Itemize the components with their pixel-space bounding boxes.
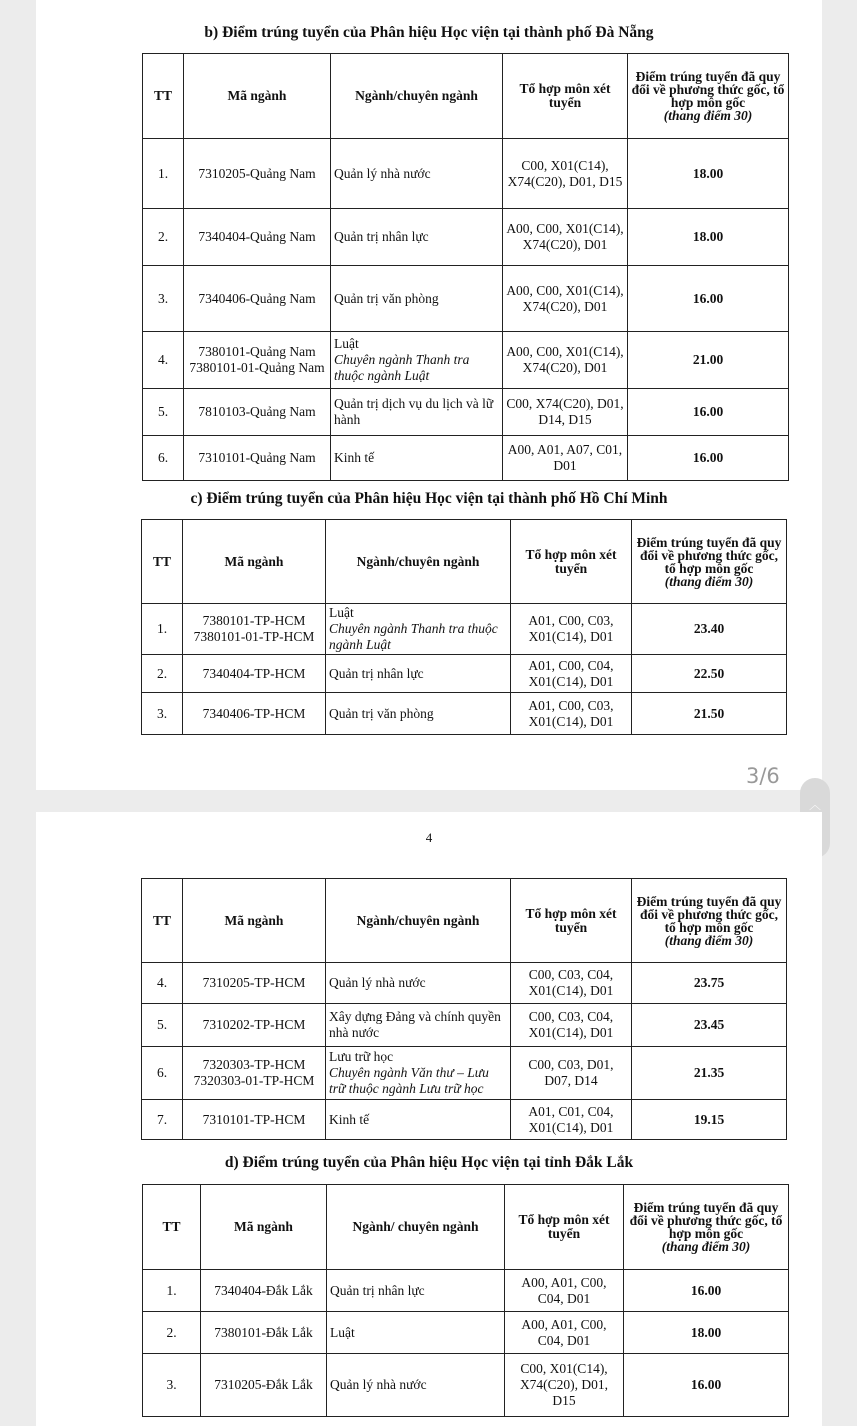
header-tt: TT — [142, 879, 183, 963]
cell-major — [326, 655, 511, 693]
cell-major — [326, 1004, 511, 1047]
cell-combination: A00, A01, A07, C01, D01 — [503, 436, 628, 481]
header-nganh: Ngành/ chuyên ngành — [327, 1185, 505, 1270]
cell-tt: 4. — [142, 963, 183, 1004]
cell-code: 7310101-Quảng Nam — [184, 436, 331, 481]
cell-combination: A00, A01, C00, C04, D01 — [505, 1270, 624, 1312]
header-tt: TT — [143, 54, 184, 139]
major-name: Quản trị dịch vụ du lịch và lữ hành — [334, 396, 494, 427]
header-ma-nganh: Mã ngành — [183, 520, 326, 604]
header-diem-scale: (thang điểm 30) — [664, 932, 754, 948]
cell-tt: 2. — [143, 1312, 201, 1354]
cell-score: 16.00 — [628, 266, 789, 332]
cell-major — [327, 1354, 505, 1417]
table-row — [143, 389, 789, 436]
major-name: Quản lý nhà nước — [334, 165, 431, 181]
cell-major — [331, 139, 503, 209]
cell-combination: A00, C00, X01(C14), X74(C20), D01 — [503, 332, 628, 389]
cell-combination: A00, A01, C00, C04, D01 — [505, 1312, 624, 1354]
cell-combination: A00, C00, X01(C14), X74(C20), D01 — [503, 266, 628, 332]
header-diem-scale: (thang điểm 30) — [664, 573, 754, 589]
major-name: Luật — [334, 336, 359, 351]
cell-combination: A00, C00, X01(C14), X74(C20), D01 — [503, 209, 628, 266]
cell-code: 7340406-Quảng Nam — [184, 266, 331, 332]
cell-tt: 5. — [143, 389, 184, 436]
header-tt: TT — [143, 1185, 201, 1270]
major-name: Xây dựng Đảng và chính quyền nhà nước — [329, 1009, 501, 1040]
header-to-hop: Tổ hợp môn xét tuyển — [511, 520, 632, 604]
cell-score: 23.45 — [632, 1004, 787, 1047]
header-diem — [624, 1185, 789, 1270]
table-row — [142, 1004, 787, 1047]
cell-tt: 2. — [143, 209, 184, 266]
header-to-hop: Tổ hợp môn xét tuyển — [511, 879, 632, 963]
table-row — [142, 604, 787, 655]
table-row — [143, 1270, 789, 1312]
cell-combination: A01, C01, C04, X01(C14), D01 — [511, 1100, 632, 1140]
table-row — [142, 1100, 787, 1140]
cell-score: 16.00 — [628, 389, 789, 436]
cell-tt: 3. — [143, 1354, 201, 1417]
header-nganh: Ngành/chuyên ngành — [326, 879, 511, 963]
cell-code: 7340406-TP-HCM — [183, 693, 326, 735]
cell-code: 7310202-TP-HCM — [183, 1004, 326, 1047]
cell-code: 7380101-TP-HCM 7380101-01-TP-HCM — [183, 604, 326, 655]
header-diem — [632, 879, 787, 963]
cell-code: 7380101-Quảng Nam 7380101-01-Quảng Nam — [184, 332, 331, 389]
document-page-4 — [36, 812, 822, 1426]
cell-combination: C00, X74(C20), D01, D14, D15 — [503, 389, 628, 436]
cell-major — [326, 1047, 511, 1100]
cell-code: 7310205-Đắk Lắk — [201, 1354, 327, 1417]
section-c-title: c) Điểm trúng tuyển của Phân hiệu Học viện tại thành phố Hồ Chí Minh — [190, 490, 668, 507]
major-specialization: Chuyên ngành Thanh tra thuộc ngành Luật — [329, 621, 498, 652]
cell-code: 7310205-TP-HCM — [183, 963, 326, 1004]
cell-code: 7310101-TP-HCM — [183, 1100, 326, 1140]
table-row — [142, 1047, 787, 1100]
table-row — [143, 209, 789, 266]
header-ma-nganh: Mã ngành — [184, 54, 331, 139]
major-name: Quản trị nhân lực — [329, 665, 424, 681]
cell-combination: C00, C03, C04, X01(C14), D01 — [511, 1004, 632, 1047]
cell-code: 7310205-Quảng Nam — [184, 139, 331, 209]
cell-score: 21.00 — [628, 332, 789, 389]
major-name: Quản trị văn phòng — [329, 705, 434, 721]
cell-tt: 5. — [142, 1004, 183, 1047]
cell-combination: A01, C00, C03, X01(C14), D01 — [511, 604, 632, 655]
cell-tt: 6. — [143, 436, 184, 481]
table-row — [142, 693, 787, 735]
major-specialization: Chuyên ngành Thanh tra thuộc ngành Luật — [334, 352, 470, 383]
header-row — [143, 1185, 789, 1270]
cell-code: 7340404-Quảng Nam — [184, 209, 331, 266]
table-hcm — [141, 519, 787, 735]
cell-combination: C00, C03, D01, D07, D14 — [511, 1047, 632, 1100]
section-d-title: d) Điểm trúng tuyển của Phân hiệu Học viện tại tỉnh Đắk Lắk — [224, 1154, 634, 1171]
cell-tt: 3. — [143, 266, 184, 332]
header-diem-text: Điểm trúng tuyển đã quy đổi về phương thức gốc, tổ hợp môn gốc — [636, 893, 782, 935]
cell-score: 23.40 — [632, 604, 787, 655]
table-hcm-continued — [141, 878, 787, 1140]
cell-major — [331, 389, 503, 436]
header-to-hop: Tổ hợp môn xét tuyển — [503, 54, 628, 139]
table-row — [142, 655, 787, 693]
header-row — [143, 54, 789, 139]
table-row — [143, 436, 789, 481]
cell-score: 16.00 — [624, 1270, 789, 1312]
major-name: Quản trị văn phòng — [334, 290, 439, 306]
table-da-nang — [142, 53, 789, 481]
cell-score: 21.50 — [632, 693, 787, 735]
cell-score: 21.35 — [632, 1047, 787, 1100]
cell-major — [331, 209, 503, 266]
cell-major — [326, 604, 511, 655]
cell-code: 7340404-TP-HCM — [183, 655, 326, 693]
cell-tt: 3. — [142, 693, 183, 735]
cell-combination: A01, C00, C04, X01(C14), D01 — [511, 655, 632, 693]
cell-combination: C00, C03, C04, X01(C14), D01 — [511, 963, 632, 1004]
header-diem-text: Điểm trúng tuyển đã quy đổi về phương thức gốc, tổ hợp môn gốc — [631, 69, 785, 110]
cell-score: 18.00 — [624, 1312, 789, 1354]
cell-combination: C00, X01(C14), X74(C20), D01, D15 — [505, 1354, 624, 1417]
major-name: Kinh tế — [334, 450, 375, 465]
cell-tt: 1. — [143, 139, 184, 209]
table-dak-lak — [142, 1184, 789, 1417]
cell-tt: 1. — [143, 1270, 201, 1312]
cell-tt: 6. — [142, 1047, 183, 1100]
header-diem-scale: (thang điểm 30) — [661, 1239, 751, 1254]
major-name: Luật — [329, 605, 354, 620]
major-name: Quản lý nhà nước — [330, 1377, 427, 1392]
cell-major — [326, 963, 511, 1004]
header-nganh: Ngành/chuyên ngành — [326, 520, 511, 604]
header-diem-scale: (thang điểm 30) — [663, 108, 753, 123]
cell-score: 16.00 — [624, 1354, 789, 1417]
cell-code: 7320303-TP-HCM 7320303-01-TP-HCM — [183, 1047, 326, 1100]
cell-major — [331, 266, 503, 332]
cell-score: 18.00 — [628, 209, 789, 266]
header-row — [142, 879, 787, 963]
page-counter: 3/6 — [746, 764, 780, 788]
cell-code: 7340404-Đắk Lắk — [201, 1270, 327, 1312]
table-row — [143, 139, 789, 209]
cell-code: 7380101-Đắk Lắk — [201, 1312, 327, 1354]
table-row — [143, 332, 789, 389]
page-number: 4 — [425, 830, 433, 845]
cell-score: 23.75 — [632, 963, 787, 1004]
chevron-up-icon: ︿ — [808, 798, 821, 812]
header-row — [142, 520, 787, 604]
cell-major — [327, 1312, 505, 1354]
cell-tt: 4. — [143, 332, 184, 389]
header-ma-nganh: Mã ngành — [201, 1185, 327, 1270]
cell-code: 7810103-Quảng Nam — [184, 389, 331, 436]
major-name: Quản lý nhà nước — [329, 975, 426, 990]
header-tt: TT — [142, 520, 183, 604]
section-b-title: b) Điểm trúng tuyển của Phân hiệu Học viện tại thành phố Đà Nẵng — [204, 24, 654, 41]
table-row — [142, 963, 787, 1004]
document-page-3 — [36, 0, 822, 790]
cell-score: 22.50 — [632, 655, 787, 693]
cell-score: 19.15 — [632, 1100, 787, 1140]
cell-combination: C00, X01(C14), X74(C20), D01, D15 — [503, 139, 628, 209]
header-to-hop: Tổ hợp môn xét tuyển — [505, 1185, 624, 1270]
header-diem-text: Điểm trúng tuyển đã quy đổi về phương thức gốc, tổ hợp môn gốc — [629, 1200, 783, 1241]
table-row — [143, 266, 789, 332]
cell-major — [331, 332, 503, 389]
cell-score: 16.00 — [628, 436, 789, 481]
cell-tt: 2. — [142, 655, 183, 693]
major-name: Kinh tế — [329, 1111, 370, 1127]
cell-major — [326, 1100, 511, 1140]
major-name: Luật — [330, 1324, 355, 1340]
cell-major — [331, 436, 503, 481]
table-row — [143, 1354, 789, 1417]
header-nganh: Ngành/chuyên ngành — [331, 54, 503, 139]
major-name: Quản trị nhân lực — [334, 229, 429, 244]
cell-major — [327, 1270, 505, 1312]
major-name: Quản trị nhân lực — [330, 1282, 425, 1298]
cell-combination: A01, C00, C03, X01(C14), D01 — [511, 693, 632, 735]
header-diem — [632, 520, 787, 604]
header-diem — [628, 54, 789, 139]
header-ma-nganh: Mã ngành — [183, 879, 326, 963]
cell-tt: 1. — [142, 604, 183, 655]
cell-tt: 7. — [142, 1100, 183, 1140]
cell-score: 18.00 — [628, 139, 789, 209]
major-name: Lưu trữ học — [329, 1049, 394, 1064]
cell-major — [326, 693, 511, 735]
header-diem-text: Điểm trúng tuyển đã quy đổi về phương thức gốc, tổ hợp môn gốc — [636, 534, 782, 576]
major-specialization: Chuyên ngành Văn thư – Lưu trữ thuộc ngành Lưu trữ học — [329, 1065, 489, 1096]
table-row — [143, 1312, 789, 1354]
